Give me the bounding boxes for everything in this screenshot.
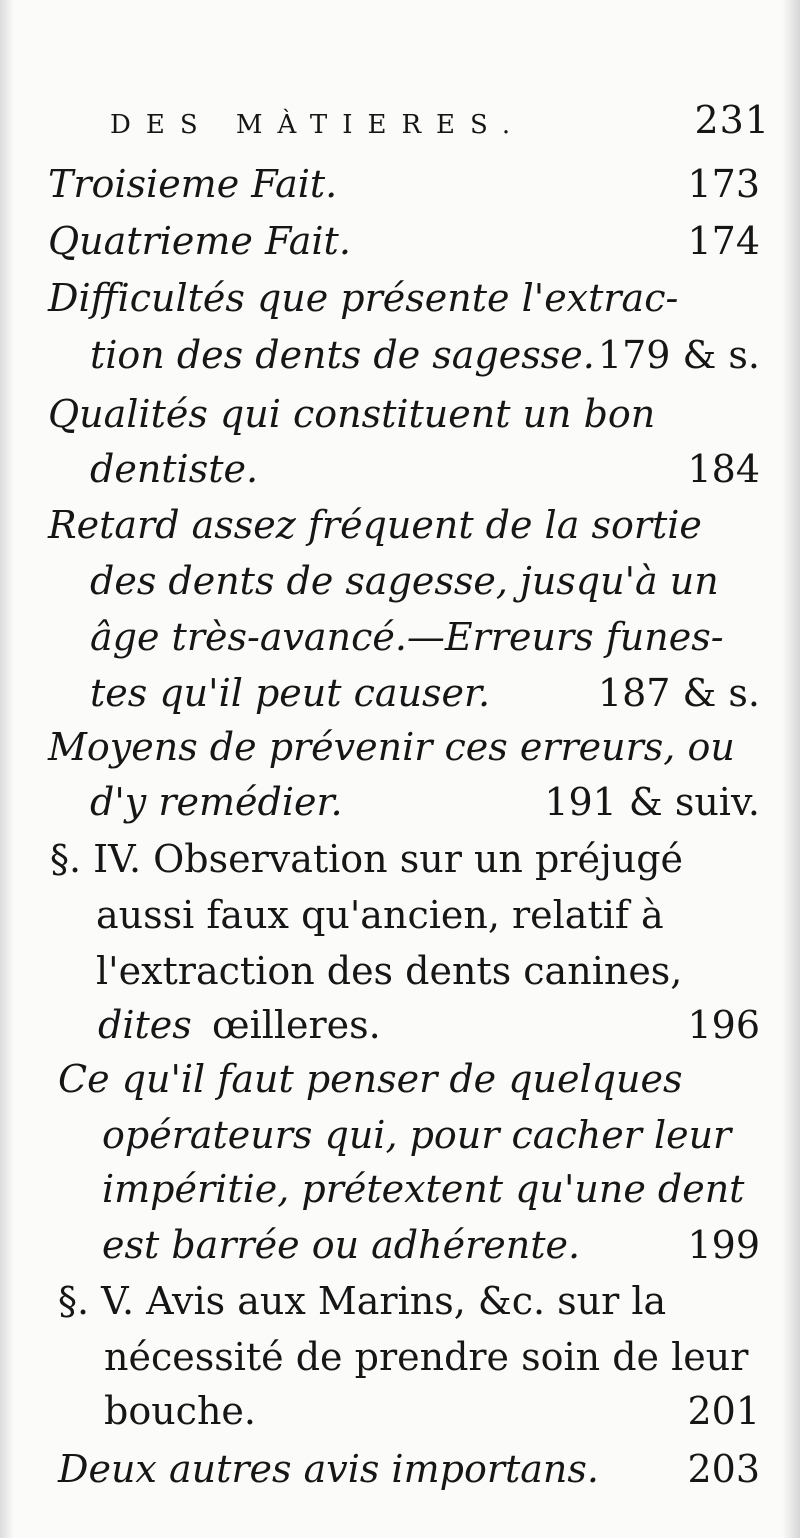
index-entry-continuation <box>0 1160 800 1218</box>
entry-text: §. IV. Observation sur un préjugé <box>50 837 684 881</box>
index-entry-continuation <box>0 886 800 944</box>
entry-text: l'extraction des dents canines, <box>96 949 683 993</box>
entry-text: bouche. <box>104 1389 256 1433</box>
index-entry <box>0 718 800 776</box>
entry-text: Difficultés que présente l'extrac- <box>48 276 679 320</box>
index-entry <box>0 385 800 443</box>
entry-text: œilleres. <box>212 1003 381 1047</box>
index-entry <box>0 1050 800 1108</box>
index-entry-continuation <box>0 1216 800 1274</box>
entry-text-italic: dites <box>98 1003 192 1047</box>
entry-page: 184 <box>687 447 760 491</box>
index-entry-continuation <box>0 326 800 384</box>
entry-text: tion des dents de sagesse. <box>90 333 595 377</box>
entry-page: 199 <box>687 1223 760 1267</box>
running-header <box>110 98 770 142</box>
entry-text: Quatrieme Fait. <box>48 219 351 263</box>
entry-text: Moyens de prévenir ces erreurs, ou <box>48 725 735 769</box>
header-title: DES MÀTIERES. <box>110 110 526 140</box>
page-number: 231 <box>694 98 770 142</box>
entry-page: 201 <box>687 1389 760 1433</box>
index-entry-continuation <box>0 1382 800 1440</box>
index-entry-continuation <box>0 608 800 666</box>
entry-text: tes qu'il peut causer. <box>90 671 491 715</box>
entry-page: 174 <box>687 219 760 263</box>
entry-text: nécessité de prendre soin de leur <box>104 1335 749 1379</box>
entry-page: 187 & s. <box>597 671 760 715</box>
entry-text: impéritie, prétextent qu'une dent <box>102 1167 745 1211</box>
index-entry <box>0 830 800 888</box>
index-entry-continuation <box>0 942 800 1000</box>
index-entry-continuation <box>0 1328 800 1386</box>
index-entry-continuation <box>0 1106 800 1164</box>
index-entry-continuation <box>0 552 800 610</box>
entry-text: Ce qu'il faut penser de quelques <box>58 1057 683 1101</box>
entry-text: §. V. Avis aux Marins, &c. sur la <box>58 1279 667 1323</box>
entry-text: Deux autres avis importans. <box>58 1447 599 1491</box>
index-entry <box>0 269 800 327</box>
index-entry-continuation <box>0 773 800 831</box>
entry-text: Retard assez fréquent de la sortie <box>48 503 702 547</box>
index-entry-continuation <box>0 664 800 722</box>
entry-text: des dents de sagesse, jusqu'à un <box>90 559 719 603</box>
index-entry <box>0 1272 800 1330</box>
index-entry <box>0 155 800 213</box>
entry-text: Troisieme Fait. <box>48 162 338 206</box>
index-entry <box>0 496 800 554</box>
entry-text: aussi faux qu'ancien, relatif à <box>96 893 664 937</box>
entry-page: 203 <box>687 1447 760 1491</box>
index-entry <box>0 1440 800 1498</box>
entry-text: est barrée ou adhérente. <box>102 1223 581 1267</box>
entry-page: 173 <box>687 162 760 206</box>
entry-text: dentiste. <box>90 447 259 491</box>
index-entry-continuation <box>0 996 800 1054</box>
entry-page: 191 & suiv. <box>544 780 760 824</box>
entry-page: 196 <box>687 1003 760 1047</box>
index-entry-continuation <box>0 440 800 498</box>
entry-text: âge très-avancé.—Erreurs funes- <box>90 615 724 659</box>
entry-text: opérateurs qui, pour cacher leur <box>102 1113 732 1157</box>
index-entry <box>0 212 800 270</box>
entry-text: d'y remédier. <box>90 780 343 824</box>
entry-text: Qualités qui constituent un bon <box>48 392 656 436</box>
entry-page: 179 & s. <box>597 333 760 377</box>
